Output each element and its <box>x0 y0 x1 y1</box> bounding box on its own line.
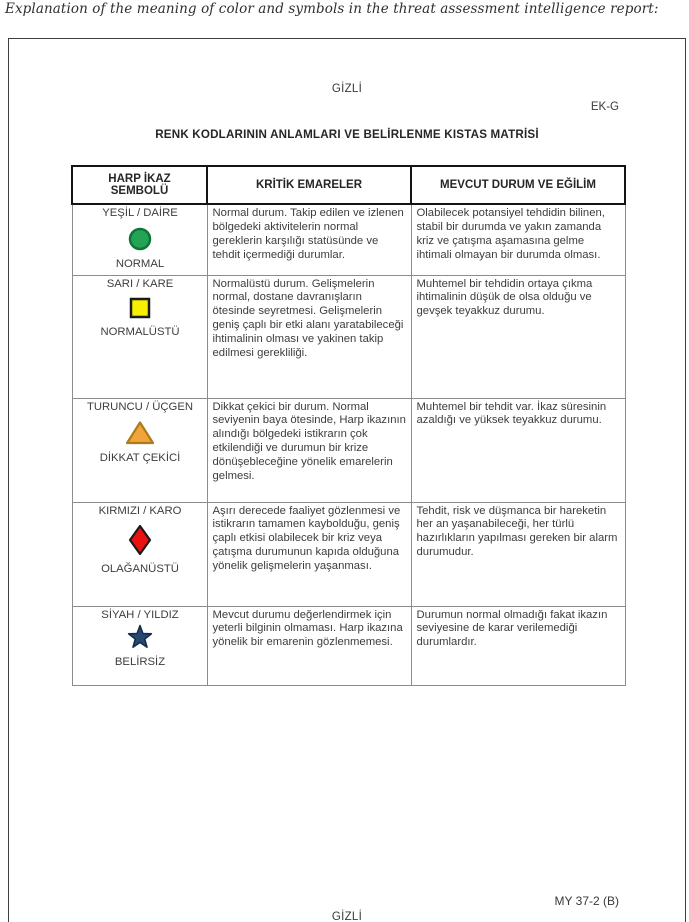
current-status-cell: Muhtemel bir tehdit var. İkaz süresinin azaldığı ve yüksek teyakkuz durumu. <box>411 398 625 502</box>
table-row-dikkat-cekici <box>72 398 625 502</box>
table-row-olaganustu <box>72 502 625 606</box>
current-status-cell: Olabilecek potansiyel tehdidin bilinen, stabil bir durumda ve yakın zamanda kriz ve çatışma aşamasına gelme ihtimali olmayan bir durumda olması. <box>411 204 625 275</box>
document-reference: MY 37-2 (B) <box>554 894 619 908</box>
current-status-cell: Muhtemel bir tehdidin ortaya çıkma ihtimalinin düşük de olsa olduğu ve gevşek teyakkuz durumu. <box>411 275 625 398</box>
yellow-square-icon <box>129 297 151 319</box>
critical-indicators-cell: Dikkat çekici bir durum. Normal seviyenin baya ötesinde, Harp ikazının alındığı bölgedeki istikrarın çok etkilendiği ve durumun bir krize dönüşebleceğine yönelik emarelerin gelmesi. <box>207 398 411 502</box>
symbol-cell <box>72 606 207 685</box>
symbol-cell <box>72 398 207 502</box>
color-shape-label: KIRMIZI / KARO <box>98 504 182 517</box>
color-code-matrix-table <box>71 165 626 686</box>
symbol-cell <box>72 275 207 398</box>
table-row-normalustu <box>72 275 625 398</box>
table-row-belirsiz <box>72 606 625 685</box>
critical-indicators-cell: Normal durum. Takip edilen ve izlenen bölgedeki aktivitelerin normal gereklerin karşılığı statüsünde ve tehdit içermediği durumlar. <box>207 204 411 275</box>
red-diamond-icon <box>128 524 152 556</box>
color-shape-label: TURUNCU / ÜÇGEN <box>86 400 194 413</box>
color-shape-label: SARI / KARE <box>106 277 174 290</box>
current-status-cell: Durumun normal olmadığı fakat ikazın seviyesine de karar verilemediği durumlardır. <box>411 606 625 685</box>
color-shape-label: SİYAH / YILDIZ <box>101 608 179 621</box>
level-name: DİKKAT ÇEKİCİ <box>99 452 181 465</box>
green-circle-icon <box>128 227 152 251</box>
orange-triangle-icon <box>125 420 155 445</box>
critical-indicators-cell: Mevcut durumu değerlendirmek için yeterli bilginin olmaması. Harp ikazına yönelik bir emarenin gözlenmemesi. <box>207 606 411 685</box>
document-page <box>8 38 686 922</box>
symbol-cell <box>72 204 207 275</box>
figure-caption: Explanation of the meaning of color and symbols in the threat assessment intelligence report: <box>5 1 659 17</box>
level-name: NORMAL <box>115 257 165 270</box>
classification-header: GİZLİ <box>331 83 363 95</box>
level-name: OLAĞANÜSTÜ <box>101 563 179 576</box>
table-header-row <box>72 166 625 204</box>
column-header-symbol: HARP İKAZ SEMBOLÜ <box>72 166 207 204</box>
symbol-cell <box>72 502 207 606</box>
annex-label: EK-G <box>590 101 619 113</box>
column-header-indicators: KRİTİK EMARELER <box>207 166 411 204</box>
classification-footer: GİZLİ <box>331 911 363 922</box>
page-title: RENK KODLARININ ANLAMLARI VE BELİRLENME KISTAS MATRİSİ <box>155 128 539 141</box>
level-name: BELİRSİZ <box>114 656 166 669</box>
critical-indicators-cell: Normalüstü durum. Gelişmelerin normal, dostane davranışların ötesinde seyretmesi. Gelişmelerin geniş çaplı bir etki alanı yaratabileceği ihtimalinin olması ve yakinen takip edilmesi gerekliliği. <box>207 275 411 398</box>
table-row-normal <box>72 204 625 275</box>
column-header-status: MEVCUT DURUM VE EĞİLİM <box>411 166 625 204</box>
current-status-cell: Tehdit, risk ve düşmanca bir hareketin her an yaşanabileceği, her türlü hazırlıkların yapılması gereken bir alarm durumudur. <box>411 502 625 606</box>
level-name: NORMALÜSTÜ <box>100 326 180 339</box>
critical-indicators-cell: Aşırı derecede faaliyet gözlenmesi ve istikrarın tamamen kaybolduğu, geniş çaplı etkisi olabilecek bir kriz veya çatışma durumunun kapıda olduğuna yönelik gelişmelerin yaşanması. <box>207 502 411 606</box>
color-shape-label: YEŞİL / DAİRE <box>102 207 178 219</box>
dark-star-icon <box>127 624 153 649</box>
